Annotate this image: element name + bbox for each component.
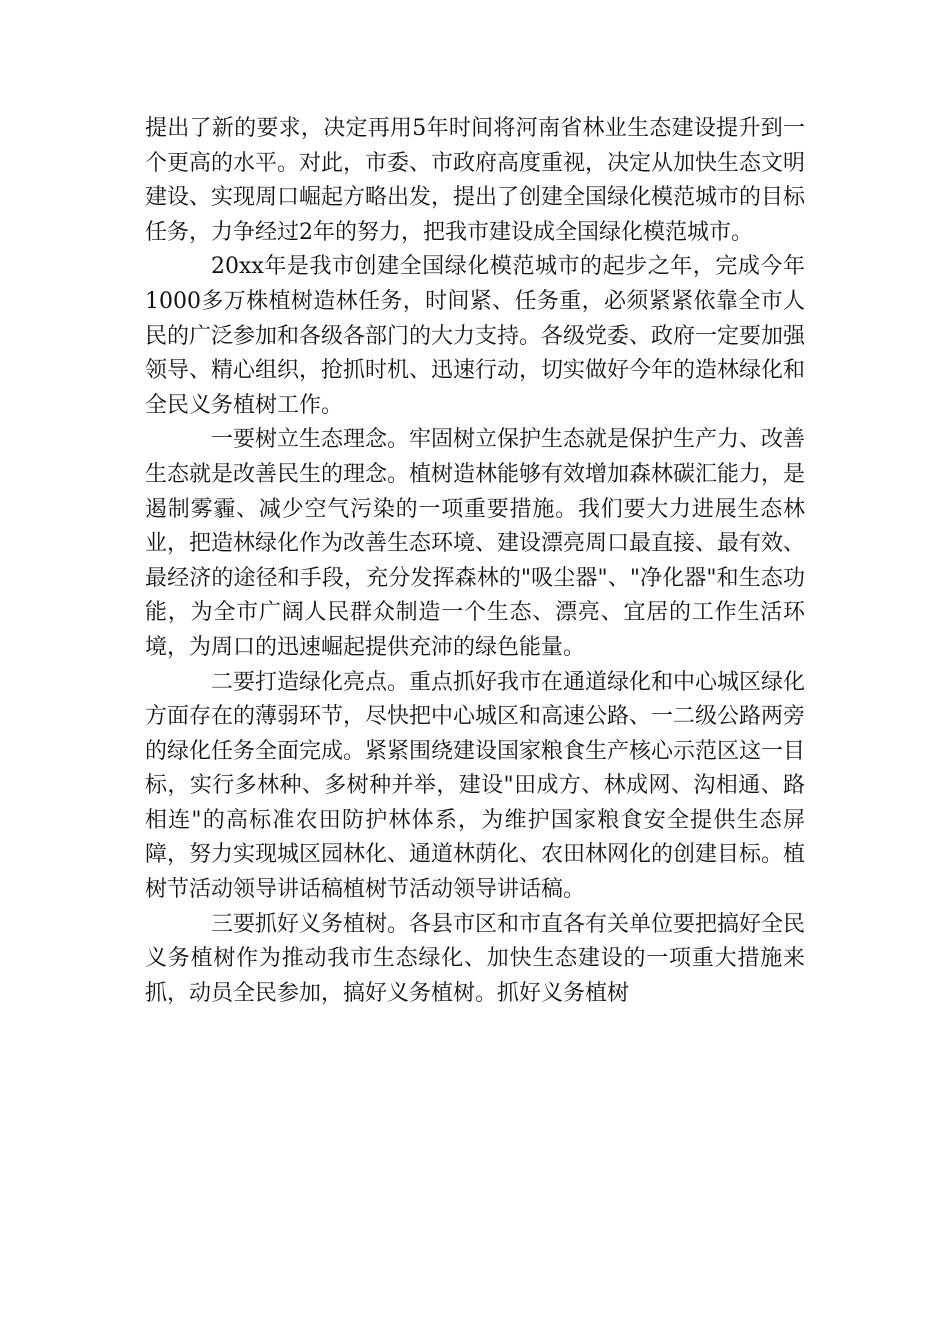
paragraph-5: 三要抓好义务植树。各县市区和市直各有关单位要把搞好全民义务植树作为推动我市生态绿化、加快生态建设的一项重大措施来抓，动员全民参加，搞好义务植树。抓好义务植树 bbox=[145, 911, 806, 1006]
paragraph-3: 一要树立生态理念。牢固树立保护生态就是保护生产力、改善生态就是改善民生的理念。植树造林能够有效增加森林碳汇能力，是遏制雾霾、减少空气污染的一项重要措施。我们要大力进展生态林业，把造林绿化作为改善生态环境、建设漂亮周口最直接、最有效、最经济的途径和手段，充分发挥森林的"吸尘器"、"净化器"和生态功能，为全市广阔人民群众制造一个生态、漂亮、宜居的工作生活环境，为周口的迅速崛起提供充沛的绿色能量。 bbox=[145, 427, 806, 660]
paragraph-2: 20xx年是我市创建全国绿化模范城市的起步之年，完成今年1000多万株植树造林任务，时间紧、任务重，必须紧紧依靠全市人民的广泛参加和各级各部门的大力支持。各级党委、政府一定要加强领导、精心组织，抢抓时机、迅速行动，切实做好今年的造林绿化和全民义务植树工作。 bbox=[145, 254, 806, 418]
document-body bbox=[145, 112, 805, 1011]
paragraph-1: 提出了新的要求，决定再用5年时间将河南省林业生态建设提升到一个更高的水平。对此，市委、市政府高度重视，决定从加快生态文明建设、实现周口崛起方略出发，提出了创建全国绿化模范城市的目标任务，力争经过2年的努力，把我市建设成全国绿化模范城市。 bbox=[145, 116, 806, 245]
paragraph-4: 二要打造绿化亮点。重点抓好我市在通道绿化和中心城区绿化方面存在的薄弱环节，尽快把中心城区和高速公路、一二级公路两旁的绿化任务全面完成。紧紧围绕建设国家粮食生产核心示范区这一目标，实行多林种、多树种并举，建设"田成方、林成网、沟相通、路相连"的高标准农田防护林体系，为维护国家粮食安全提供生态屏障，努力实现城区园林化、通道林荫化、农田林网化的创建目标。植树节活动领导讲话稿植树节活动领导讲话稿。 bbox=[145, 669, 806, 903]
